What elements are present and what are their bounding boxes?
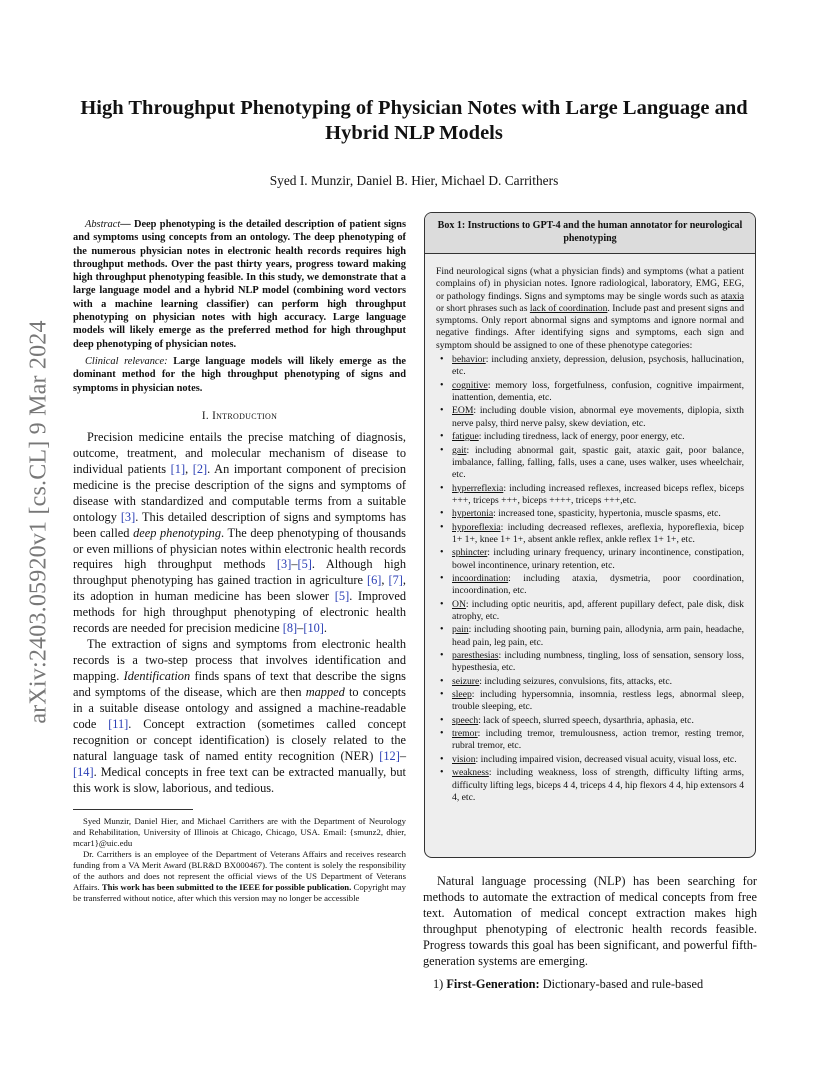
category-term: sphincter xyxy=(452,547,488,559)
category-description: : including weakness, loss of strength, difficulty lifting arms, difficulty lifting legs, biceps 4 4, triceps 4 4, hip flexors 4 4, hip extensors 4 4, etc. xyxy=(452,767,745,803)
text-run: to concepts in a suitable disease ontology and assigned a machine-readable code xyxy=(73,685,406,732)
category-term: behavior xyxy=(452,354,486,366)
category-description: : including numbness, tingling, loss of sensation, sensory loss, hypesthesia, etc. xyxy=(452,650,744,674)
instruction-box-intro xyxy=(436,266,744,352)
list-item xyxy=(436,728,744,753)
category-term: vision xyxy=(452,753,476,765)
footnote-affiliation: Syed Munzir, Daniel Hier, and Michael Carrithers are with the Department of Neurology and Rehabilitation, University of Illinois at Chicago, Chicago, USA. Email: {smunz2, dhier, mcar1}@uic.edu xyxy=(73,815,406,848)
citation-link[interactable]: [14] xyxy=(73,764,94,779)
list-item xyxy=(436,445,744,482)
category-description: : including impaired vision, decreased visual acuity, visual loss, etc. xyxy=(475,753,737,765)
category-term: weakness xyxy=(452,767,489,779)
enum-number: 1) xyxy=(433,976,447,991)
phenotype-category-list xyxy=(436,354,744,804)
list-item xyxy=(436,573,744,598)
right-column xyxy=(423,874,757,993)
category-description: : including ataxia, dysmetria, poor coordination, incoordination, etc. xyxy=(452,572,744,597)
intro-paragraph-1 xyxy=(73,430,406,637)
text-run: finds spans of text that describe the signs and symptoms of the disease, which are then xyxy=(73,669,406,700)
citation-link[interactable]: [6] xyxy=(367,573,382,588)
list-item xyxy=(436,715,744,727)
instruction-box-body xyxy=(425,254,755,804)
section-number: I. xyxy=(201,409,213,422)
category-description: : including anxiety, depression, delusion, psychosis, hallucination, etc. xyxy=(452,354,744,378)
citation-link[interactable]: [12] xyxy=(379,748,400,763)
citation-link[interactable]: [5] xyxy=(334,589,350,604)
category-description: : increased tone, spasticity, hypertonia, muscle spasms, etc. xyxy=(493,508,721,520)
list-item xyxy=(436,508,744,520)
list-item xyxy=(436,754,744,766)
category-term: hyporeflexia xyxy=(452,521,501,533)
text-run: – xyxy=(399,748,406,763)
arxiv-identifier[interactable] xyxy=(16,292,62,752)
list-item xyxy=(436,354,744,379)
clinical-relevance xyxy=(73,355,406,395)
text-run: , its adoption in human medicine has been slower xyxy=(73,573,407,604)
category-term: incoordination xyxy=(452,572,509,584)
text-run: . This detailed description of signs and symptoms has been called xyxy=(73,509,406,540)
clinical-relevance-text: Large language models will likely emerge as the dominant method for the high throughput phenotyping of signs and symptoms in physician notes. xyxy=(73,355,406,394)
arxiv-identifier-text: arXiv:2403.05920v1 [cs.CL] 9 Mar 2024 xyxy=(25,320,52,724)
citation-link[interactable]: [3] xyxy=(120,509,136,524)
category-description: : including hypersomnia, insomnia, restless legs, abnormal sleep, trouble sleeping, etc. xyxy=(452,689,744,713)
instruction-box-title: Box 1: Instructions to GPT-4 and the human annotator for neurological phenotyping xyxy=(425,213,755,254)
text-run: . Although high throughput phenotyping has gained traction in agriculture xyxy=(73,557,406,588)
underlined-example: lack of coordination xyxy=(529,302,608,314)
citation-link[interactable]: [1] xyxy=(170,461,186,476)
list-item xyxy=(436,676,744,688)
category-description: : including tiredness, lack of energy, poor energy, etc. xyxy=(478,431,685,443)
text-run: , xyxy=(381,573,389,588)
text-run: – xyxy=(297,621,304,636)
category-description: : including increased reflexes, increased biceps reflex, biceps +++, triceps +++, biceps ++++, triceps +++,etc. xyxy=(452,482,744,506)
bold-text: This work has been submitted to the IEEE for possible publication. xyxy=(101,881,352,892)
paper-title: High Throughput Phenotyping of Physician Notes with Large Language and Hybrid NLP Models xyxy=(80,97,748,144)
list-item xyxy=(436,599,744,624)
text-run: or short phrases such as xyxy=(436,302,530,314)
citation-link[interactable]: [11] xyxy=(108,717,129,732)
category-description: : including urinary frequency, urinary incontinence, constipation, bowel incontinence, urinary retention, etc. xyxy=(452,547,744,571)
emphasis-text: Identification xyxy=(123,669,191,684)
list-item xyxy=(436,431,744,443)
citation-link[interactable]: [10] xyxy=(303,621,324,636)
text-run: Dr. Carrithers is an employee of the Department of Veterans Affairs and receives research funding from a VA Merit Award (BLR&D BX000467). The content is solely the responsibility of the authors and does not represent the official views of the US Department of Veterans Affairs. xyxy=(73,848,406,892)
intro-paragraph-2 xyxy=(73,637,406,797)
category-term: seizure xyxy=(452,675,480,687)
footnote-funding xyxy=(73,849,406,904)
abstract-lead: Abstract xyxy=(85,219,121,230)
underlined-example: ataxia xyxy=(721,290,744,302)
category-term: fatigue xyxy=(452,431,479,443)
category-description: : including double vision, abnormal eye movements, diplopia, sixth nerve palsy, third nerve palsy, skew deviation, etc. xyxy=(452,405,744,429)
clinical-relevance-lead: Clinical relevance: xyxy=(85,355,168,367)
category-description: : including tremor, tremulousness, action tremor, resting tremor, rubral tremor, etc. xyxy=(452,728,744,752)
instruction-box xyxy=(424,212,756,858)
category-description: : including abnormal gait, spastic gait, ataxic gait, poor balance, imbalance, falling, falling, falls, uses a cane, uses walker, uses wheelchair, etc. xyxy=(452,444,744,481)
list-item xyxy=(436,650,744,675)
list-item xyxy=(436,624,744,649)
enumerated-item-first-generation xyxy=(423,977,757,993)
category-term: hypertonia xyxy=(452,508,494,520)
category-term: paresthesias xyxy=(452,650,499,662)
abstract xyxy=(73,218,406,351)
nlp-paragraph: Natural language processing (NLP) has been searching for methods to automate the extraction of medical concepts from free text. Automation of medical concept extraction makes high throughput phenotyping of electronic health records feasible. Progress towards this goal has been significant, and powerful fifth-generation systems are emerging. xyxy=(423,874,757,968)
category-description: : including shooting pain, burning pain, allodynia, arm pain, headache, head pain, leg pain, etc. xyxy=(452,624,744,648)
list-item xyxy=(436,547,744,572)
author-list: Syed I. Munzir, Daniel B. Hier, Michael D. Carrithers xyxy=(269,173,559,188)
category-description: : including seizures, convulsions, fits, attacks, etc. xyxy=(479,675,672,687)
footnote-divider xyxy=(73,809,193,810)
category-term: ON xyxy=(452,598,466,610)
enum-text: Dictionary-based and rule-based xyxy=(539,976,704,991)
list-item xyxy=(436,483,744,508)
category-term: pain xyxy=(452,624,469,636)
list-item xyxy=(436,522,744,547)
text-run: . The deep phenotyping of thousands or even millions of physician notes within electronic health records requires high throughput methods xyxy=(73,525,406,572)
text-run: . An important component of precision medicine is the precise description of the signs and symptoms of disease with standardized and computable terms from a suitable ontology xyxy=(73,461,407,524)
abstract-text: — Deep phenotyping is the detailed description of patient signs and symptoms using concepts from an ontology. The deep phenotyping of the numerous physician notes in electronic health records requires high throughput methods. Over the past thirty years, progress toward making high throughput phenotyping feasible. In this study, we demonstrate that a large language model and a hybrid NLP model (combining word vectors with a machine learning classifier) can perform high throughput phenotyping on physician notes with high accuracy. Large language models will likely emerge as the preferred method for high throughput deep phenotyping of physician notes. xyxy=(73,219,406,350)
category-description: : lack of speech, slurred speech, dysarthria, aphasia, etc. xyxy=(478,714,694,726)
citation-link[interactable]: [2] xyxy=(192,461,208,476)
category-description: : including optic neuritis, apd, afferent pupillary defect, pale disk, disk atrophy, etc. xyxy=(452,598,744,622)
left-column xyxy=(73,218,406,904)
text-run: Copyright may be transferred without notice, after which this version may no longer be accessible xyxy=(73,881,406,903)
category-term: hyperreflexia xyxy=(452,482,504,494)
text-run: – xyxy=(291,557,298,572)
citation-link[interactable]: [7] xyxy=(388,573,403,588)
enum-heading: First-Generation: xyxy=(446,976,540,991)
category-term: cognitive xyxy=(452,379,488,391)
category-term: speech xyxy=(452,714,479,726)
citation-link[interactable]: [8] xyxy=(282,621,298,636)
citation-link[interactable]: [5] xyxy=(297,557,312,572)
text-run: . Include past and present signs and symptoms. Only report abnormal signs and symptoms and ignore normal and negative findings. After identifying signs and symptoms, each sign and symptom should be assigned to one of these phenotype categories: xyxy=(436,302,745,351)
list-item xyxy=(436,767,744,804)
citation-link[interactable]: [3] xyxy=(276,557,292,572)
list-item xyxy=(436,689,744,714)
text-run: . Concept extraction (sometimes called concept recognition or concept identification) is closely related to the natural language task of named entity recognition (NER) xyxy=(73,717,407,763)
section-heading-introduction xyxy=(73,410,406,422)
category-term: EOM xyxy=(452,405,474,417)
category-term: tremor xyxy=(452,728,478,740)
text-run: Find neurological signs (what a physician finds) and symptoms (what a patient complains of) in physician notes. Ignore radiological, laboratory, EMG, EEG, or pathology findings. Signs and symptoms may be single words such as xyxy=(436,266,744,302)
emphasis-text: deep phenotyping xyxy=(133,525,222,540)
emphasis-text: mapped xyxy=(305,685,345,700)
category-term: sleep xyxy=(452,689,472,701)
list-item xyxy=(436,405,744,430)
text-run: . xyxy=(323,621,327,636)
category-term: gait xyxy=(452,444,467,456)
text-run: The extraction of signs and symptoms from electronic health records is a two-step process that involves identification and mapping. xyxy=(73,637,406,684)
category-description: : including decreased reflexes, areflexia, hyporeflexia, bicep 1+ 1+, knee 1+ 1+, absent ankle reflex, ankle reflex 1+ 1+, etc. xyxy=(452,521,744,545)
text-run: . Medical concepts in free text can be extracted manually, but this work is slow, laborious, and tedious. xyxy=(73,764,406,795)
text-run: . Improved methods for high throughput phenotyping of electronic health records are needed for precision medicine xyxy=(73,589,406,636)
text-run: Precision medicine entails the precise matching of diagnosis, outcome, treatment, and molecular mechanism of disease to individual patients xyxy=(73,429,406,476)
list-item xyxy=(436,380,744,405)
text-run: , xyxy=(185,461,193,476)
category-description: : memory loss, forgetfulness, confusion, cognitive impairment, inattention, dementia, etc. xyxy=(452,379,744,404)
section-title: Introduction xyxy=(212,409,278,422)
